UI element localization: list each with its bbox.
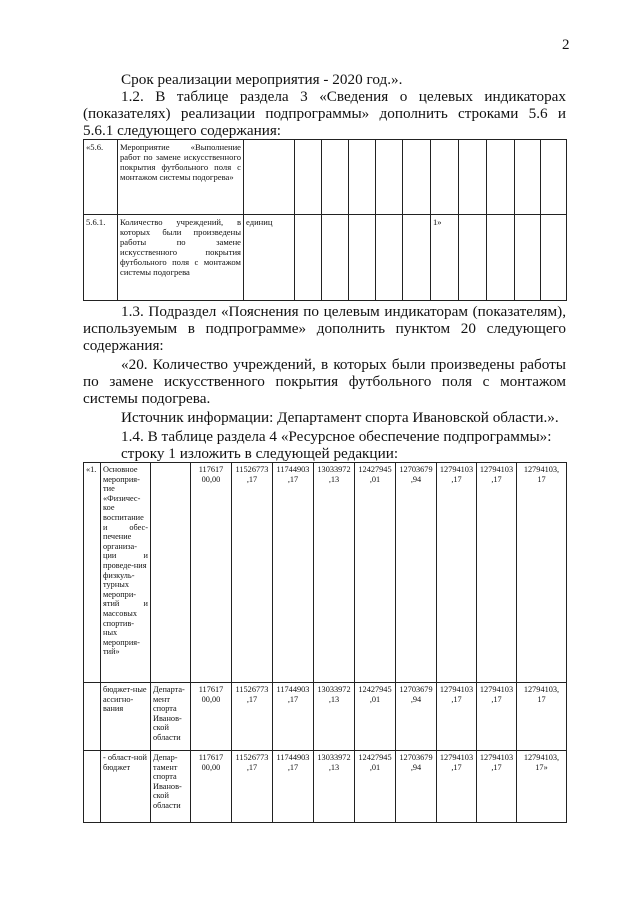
source-paragraph: Источник информации: Департамент спорта Ивановской области.». [121,409,559,426]
point-20-line-3: системы подогрева. [83,390,211,407]
unit: единиц [244,215,295,301]
amount: 117617 00,00 [191,751,232,823]
cell [403,140,431,215]
cell [349,215,376,301]
amount: 11744903 ,17 [273,751,314,823]
table-row [84,215,567,301]
amount: 12703679 ,94 [396,463,437,683]
amount: 117617 00,00 [191,683,232,751]
cell [322,215,349,301]
amount: 11526773 ,17 [232,751,273,823]
cell [487,215,515,301]
amount: 12794103 ,17 [437,751,477,823]
amount: 12794103 ,17 [477,463,517,683]
deadline-paragraph: Срок реализации мероприятия - 2020 год.». [121,71,403,88]
amount: 11526773 ,17 [232,463,273,683]
amount: 12794103 ,17 [477,751,517,823]
cell [322,140,349,215]
item-1-2-line-3: 5.6.1 следующего содержания: [83,122,282,139]
executor: Депар-тамент спорта Иванов-ской области [151,751,191,823]
amount: 13033972 ,13 [314,683,355,751]
amount: 12794103, 17 [517,463,567,683]
item-1-3-line-1: 1.3. Подраздел «Пояснения по целевым индикаторам (показателям), [121,303,566,320]
row-number [84,683,101,751]
amount: 12794103 ,17 [477,683,517,751]
cell [376,140,403,215]
row-number [84,751,101,823]
item-1-3-line-2: используемым в подпрограмме» дополнить пунктом 20 следующего [83,320,566,337]
item-1-3-line-3: содержания: [83,337,164,354]
table-row [84,683,567,751]
page-number: 2 [562,37,570,53]
cell [244,140,295,215]
amount: 12794103 ,17 [437,683,477,751]
amount: 13033972 ,13 [314,463,355,683]
amount: 12794103, 17» [517,751,567,823]
cell [515,140,541,215]
cell [541,215,567,301]
row-number: «5.6. [84,140,118,215]
amount: 12794103 ,17 [437,463,477,683]
cell [376,215,403,301]
table-row [84,463,567,683]
amount: 12703679 ,94 [396,751,437,823]
indicators-table [83,139,567,301]
cell [515,215,541,301]
executor: Департа-мент спорта Иванов-ской области [151,683,191,751]
cell [541,140,567,215]
amount: 11744903 ,17 [273,683,314,751]
amount: 12427945 ,01 [355,463,396,683]
cell [295,215,322,301]
item-1-4-line-2: строку 1 изложить в следующей редакции: [121,445,399,462]
row-number: 5.6.1. [84,215,118,301]
amount: 12703679 ,94 [396,683,437,751]
indicator-value: 1» [431,215,459,301]
cell [295,140,322,215]
amount: 11744903 ,17 [273,463,314,683]
amount: 117617 00,00 [191,463,232,683]
point-20-line-2: по замене искусственного покрытия футбольного поля с монтажом [83,373,566,390]
indicator-name: Мероприятие «Выполнение работ по замене искусственного покрытия футбольного поля с монтажом системы подогрева» [118,140,244,215]
item-1-2-line-1: 1.2. В таблице раздела 3 «Сведения о целевых индикаторах [121,88,566,105]
cell [349,140,376,215]
table-row [84,140,567,215]
cell [431,140,459,215]
measure-name: бюджет-ные ассигно-вания [101,683,151,751]
measure-name: - област-ной бюджет [101,751,151,823]
amount: 11526773 ,17 [232,683,273,751]
table-row [84,751,567,823]
amount: 12427945 ,01 [355,751,396,823]
amount: 12794103, 17 [517,683,567,751]
indicator-name: Количество учреждений, в которых были произведены работы по замене искусственного покрытия футбольного поля с монтажом системы подогрева [118,215,244,301]
executor [151,463,191,683]
item-1-2-line-2: (показателях) реализации подпрограммы» дополнить строками 5.6 и [83,105,566,122]
amount: 13033972 ,13 [314,751,355,823]
row-number: «1. [84,463,101,683]
cell [459,140,487,215]
amount: 12427945 ,01 [355,683,396,751]
point-20-line-1: «20. Количество учреждений, в которых были произведены работы [121,356,566,373]
measure-name: Основное мероприя-тие «Физичес-кое воспитание и обес-печение организа-ции и проведе-ния физкуль-турных меропри-ятий и массовых спортив-ных мероприя-тий» [101,463,151,683]
cell [487,140,515,215]
cell [403,215,431,301]
cell [459,215,487,301]
item-1-4-line-1: 1.4. В таблице раздела 4 «Ресурсное обеспечение подпрограммы»: [121,428,552,445]
resources-table [83,462,567,823]
